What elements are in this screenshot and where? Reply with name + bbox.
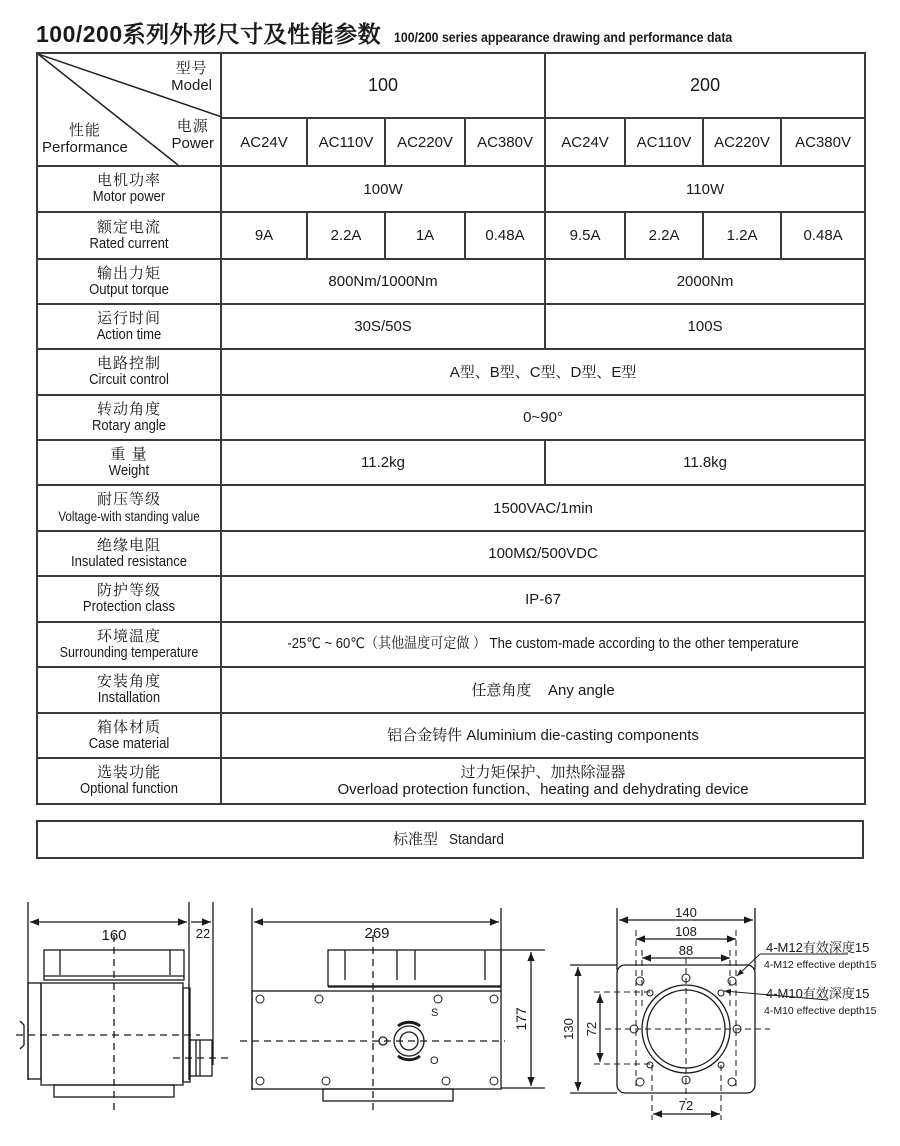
dim-front-width: 160 [101,927,127,944]
dim-base-h72: 72 [678,1098,694,1113]
voltage-cell: AC220V [703,118,781,166]
value-cell: 9A [221,212,307,259]
row-insulated-resistance [37,531,865,576]
row-label-zh: 转动角度 [96,400,161,418]
row-label [37,304,221,349]
value-cell: 2.2A [307,212,385,259]
standard-zh: 标准型 [392,831,438,848]
row-label-zh: 箱体材质 [96,718,161,736]
row-label [37,667,221,713]
row-rotary-angle [37,395,865,440]
model-100: 100 [221,53,545,118]
value-cell: 100MΩ/500VDC [221,531,865,576]
value-cell: 100W [221,166,545,212]
model-label [171,60,212,94]
title-zh: 100/200系列外形尺寸及性能参数 [36,21,382,47]
row-label-zh: 防护等级 [96,582,161,599]
note-m10-zh: 4-M10有效深度15 [766,986,870,1001]
value-cell: 1500VAC/1min [221,485,865,531]
value-cell: 任意角度 Any angle [221,667,865,713]
value-cell: 1.2A [703,212,781,259]
value-cell: IP-67 [221,576,865,622]
optional-value-en: Overload protection function、heating and dehydrating device [337,781,749,798]
model-200: 200 [545,53,865,118]
model-label-zh: 型号 [175,60,208,77]
row-label [37,166,221,212]
row-label-zh: 运行时间 [96,309,161,327]
value-cell [221,622,865,667]
row-label [37,758,221,804]
value-cell: 铝合金铸件 Aluminium die-casting components [221,713,865,758]
row-label-en: Output torque [89,281,169,298]
power-label-en: Power [171,135,214,152]
row-label-zh: 电机功率 [96,172,161,189]
header-model-row [37,53,865,118]
switch-s-label: S [431,1007,439,1019]
value-cell: 1A [385,212,465,259]
row-circuit-control [37,349,865,395]
performance-label-en: Performance [42,139,128,156]
row-label-en: Motor power [92,189,166,205]
dim-base-height: 130 [561,1018,576,1040]
standard-en: Standard [449,831,504,848]
value-cell: 100S [545,304,865,349]
optional-value-zh: 过力矩保护、加热除湿器 [460,764,626,781]
power-label-zh: 电源 [176,118,209,135]
performance-label-zh: 性能 [68,122,101,139]
row-label-zh: 绝缘电阻 [96,536,161,554]
value-cell: 11.2kg [221,440,545,485]
value-cell: 30S/50S [221,304,545,349]
row-label-zh: 电路控制 [96,355,161,372]
row-label-zh: 重 量 [110,445,148,463]
row-label-en: Installation [97,690,161,706]
voltage-cell: AC24V [221,118,307,166]
row-label [37,395,221,440]
page-title [36,16,778,49]
row-motor-power [37,166,865,212]
value-cell: 2.2A [625,212,703,259]
row-label-en: Rotary angle [92,417,166,434]
row-label-zh: 选装功能 [96,764,161,781]
row-output-torque [37,259,865,304]
dim-base-inner: 88 [678,943,694,958]
row-weight [37,440,865,485]
row-label-zh: 输出力矩 [96,264,161,282]
row-protection-class [37,576,865,622]
row-label [37,531,221,576]
row-label-zh: 额定电流 [96,218,161,236]
row-label-en: Case material [88,735,170,752]
dim-front-gland: 22 [195,926,211,941]
row-label [37,212,221,259]
row-label-en: Weight [108,462,150,479]
corner-header-cell [37,53,221,166]
row-label-zh: 安装角度 [96,673,161,690]
row-surrounding-temperature [37,622,865,667]
value-cell: 11.8kg [545,440,865,485]
row-optional-function [37,758,865,804]
row-label [37,259,221,304]
row-label [37,485,221,531]
row-label [37,576,221,622]
voltage-cell: AC220V [385,118,465,166]
dim-base-mid: 108 [675,924,697,939]
standard-banner [36,820,864,859]
value-cell: 2000Nm [545,259,865,304]
voltage-cell: AC110V [307,118,385,166]
voltage-cell: AC380V [781,118,865,166]
power-label [171,118,214,152]
row-label-en: Surrounding temperature [59,644,199,661]
value-cell: 9.5A [545,212,625,259]
temperature-value: -25℃ ~ 60℃（其他温度可定做 ） The custom-made according to the other temperature [287,636,799,652]
row-label-en: Protection class [82,599,176,615]
performance-label [42,122,128,156]
voltage-cell: AC24V [545,118,625,166]
row-voltage-withstand [37,485,865,531]
switch-o-label: O [430,1055,439,1067]
value-cell: 110W [545,166,865,212]
row-label-en: Action time [96,326,162,343]
value-cell: 0.48A [781,212,865,259]
row-label-en: Rated current [89,235,169,252]
model-label-en: Model [171,77,212,94]
row-label-en: Circuit control [89,372,169,388]
note-m12-zh: 4-M12有效深度15 [766,940,870,955]
row-action-time [37,304,865,349]
spec-table [36,52,866,805]
side-view-drawing [240,908,545,1110]
row-installation [37,667,865,713]
value-cell: A型、B型、C型、D型、E型 [221,349,865,395]
dim-side-width: 269 [364,925,390,942]
row-label-en: Voltage-with standing value [58,509,200,524]
value-cell: 0.48A [465,212,545,259]
dim-base-outer: 140 [675,905,697,920]
row-case-material [37,713,865,758]
row-label [37,440,221,485]
row-label [37,622,221,667]
note-m12-en: 4-M12 effective depth15 [764,959,877,971]
row-label-zh: 环境温度 [96,627,161,645]
dim-base-v72: 72 [584,1021,599,1037]
title-en: 100/200 series appearance drawing and performance data [393,29,732,45]
row-label-zh: 耐压等级 [96,491,161,508]
row-label-en: Optional function [80,781,178,797]
voltage-cell: AC380V [465,118,545,166]
value-cell: 800Nm/1000Nm [221,259,545,304]
dim-side-height: 177 [513,1007,529,1031]
row-label [37,349,221,395]
dimension-drawings [0,880,900,1146]
note-m10-en: 4-M10 effective depth15 [764,1005,877,1017]
row-rated-current [37,212,865,259]
value-cell [221,758,865,804]
value-cell: 0~90° [221,395,865,440]
voltage-cell: AC110V [625,118,703,166]
row-label [37,713,221,758]
row-label-en: Insulated resistance [70,553,188,570]
